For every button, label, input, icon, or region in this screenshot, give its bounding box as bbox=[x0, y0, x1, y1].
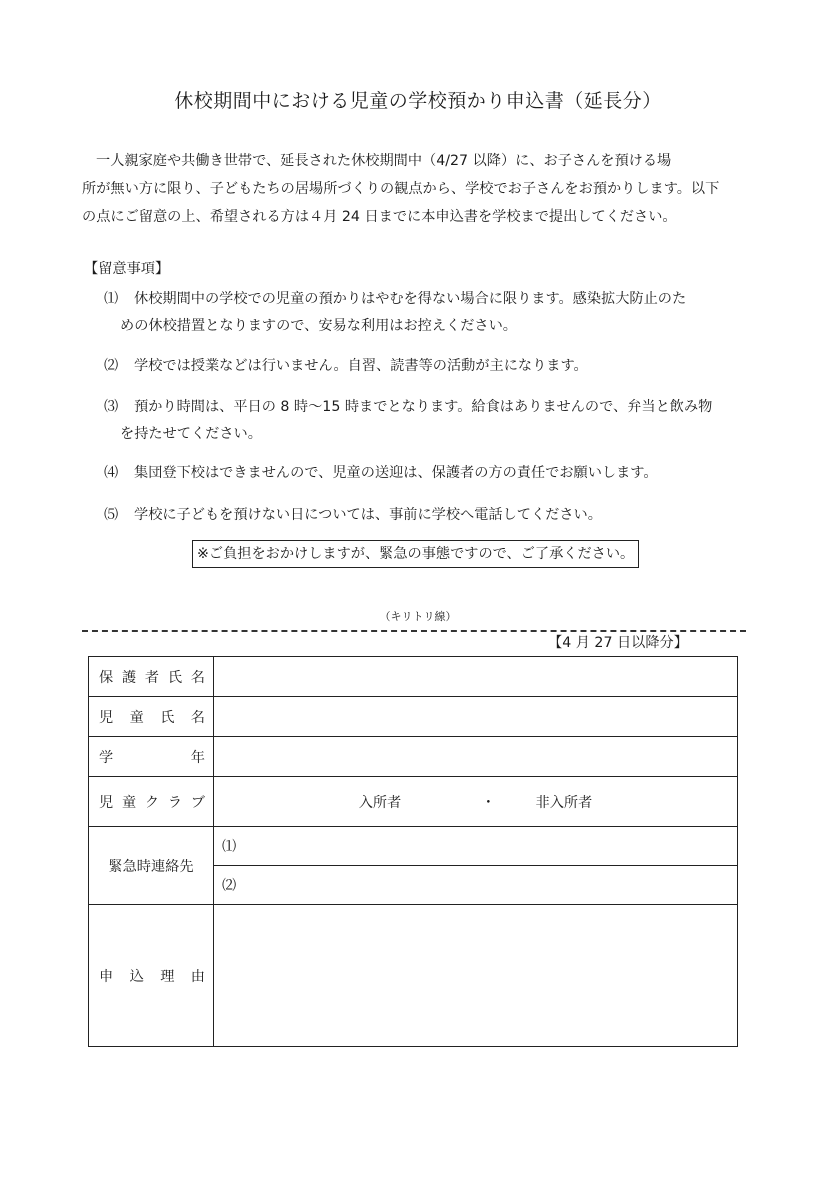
intro-line: 所が無い方に限り、子どもたちの居場所づくりの観点から、学校でお子さんをお預かりします。以下 bbox=[82, 181, 720, 197]
form-row-guardian-name bbox=[89, 657, 738, 697]
emergency-contact-label bbox=[89, 827, 214, 905]
child-name-label bbox=[89, 697, 214, 737]
emergency-contact-label-text: 緊急時連絡先 bbox=[108, 858, 194, 875]
guardian-name-label-text: 保 護 者 氏 名 bbox=[99, 669, 205, 686]
reason-label bbox=[89, 905, 214, 1047]
club-option-separator: ・ bbox=[481, 794, 496, 811]
club-option-not-enrolled[interactable]: 非入所者 bbox=[535, 794, 593, 811]
child-club-field bbox=[214, 777, 738, 827]
child-name-field[interactable] bbox=[214, 697, 738, 737]
note-number: ⑵ bbox=[104, 358, 119, 374]
form-row-grade bbox=[89, 737, 738, 777]
note-number: ⑴ bbox=[104, 291, 119, 307]
child-club-label-text: 児 童 ク ラ ブ bbox=[99, 794, 205, 811]
form-row-child-name bbox=[89, 697, 738, 737]
grade-label bbox=[89, 737, 214, 777]
note-item bbox=[104, 502, 754, 529]
note-item bbox=[104, 460, 754, 487]
grade-label-text: 学 年 bbox=[99, 749, 205, 766]
note-text: 休校期間中の学校での児童の預かりはやむを得ない場合に限ります。感染拡大防止のた bbox=[134, 291, 687, 307]
page-title: 休校期間中における児童の学校預かり申込書（延長分） bbox=[174, 90, 662, 112]
emergency-contact-fields bbox=[214, 827, 738, 905]
form-row-child-club bbox=[89, 777, 738, 827]
note-text: めの休校措置となりますので、安易な利用はお控えください。 bbox=[120, 318, 517, 334]
emergency-contact-2-field[interactable] bbox=[214, 865, 737, 904]
guardian-name-field[interactable] bbox=[214, 657, 738, 697]
notice-box: ※ご負担をおかけしますが、緊急の事態ですので、ご了承ください。 bbox=[192, 540, 639, 568]
note-text: を持たせてください。 bbox=[120, 426, 262, 442]
note-item bbox=[104, 286, 754, 340]
child-club-label bbox=[89, 777, 214, 827]
emergency-contact-1-number: ⑴ bbox=[222, 839, 237, 855]
cut-line-label: （キリトリ線） bbox=[379, 610, 457, 623]
intro-line: 一人親家庭や共働き世帯で、延長された休校期間中（4/27 以降）に、お子さんを預ける場 bbox=[96, 153, 672, 169]
child-club-options bbox=[214, 792, 737, 812]
period-tag: 【4 月 27 日以降分】 bbox=[548, 635, 688, 651]
note-text: 預かり時間は、平日の 8 時～15 時までとなります。給食はありませんので、弁当と飲み物 bbox=[134, 399, 713, 415]
emergency-contact-1-field[interactable] bbox=[214, 827, 737, 865]
note-item bbox=[104, 353, 754, 380]
note-text: 学校では授業などは行いません。自習、読書等の活動が主になります。 bbox=[134, 358, 588, 374]
note-text: 学校に子どもを預けない日については、事前に学校へ電話してください。 bbox=[134, 507, 602, 523]
club-option-enrolled[interactable]: 入所者 bbox=[358, 794, 402, 811]
emergency-contact-2-number: ⑵ bbox=[222, 878, 237, 894]
form-row-emergency-contact bbox=[89, 827, 738, 905]
note-number: ⑶ bbox=[104, 399, 119, 415]
notes-heading: 【留意事項】 bbox=[84, 261, 170, 277]
note-number: ⑸ bbox=[104, 507, 119, 523]
intro-line: の点にご留意の上、希望される方は４月 24 日までに本申込書を学校まで提出してください。 bbox=[82, 209, 677, 225]
note-item bbox=[104, 394, 754, 448]
note-number: ⑷ bbox=[104, 465, 119, 481]
note-text: 集団登下校はできませんので、児童の送迎は、保護者の方の責任でお願いします。 bbox=[134, 465, 658, 481]
grade-field[interactable] bbox=[214, 737, 738, 777]
reason-label-text: 申 込 理 由 bbox=[99, 968, 205, 985]
application-form bbox=[88, 656, 738, 1047]
form-row-reason bbox=[89, 905, 738, 1047]
guardian-name-label bbox=[89, 657, 214, 697]
reason-field[interactable] bbox=[214, 905, 738, 1047]
child-name-label-text: 児 童 氏 名 bbox=[99, 709, 205, 726]
intro-paragraph bbox=[82, 147, 754, 231]
